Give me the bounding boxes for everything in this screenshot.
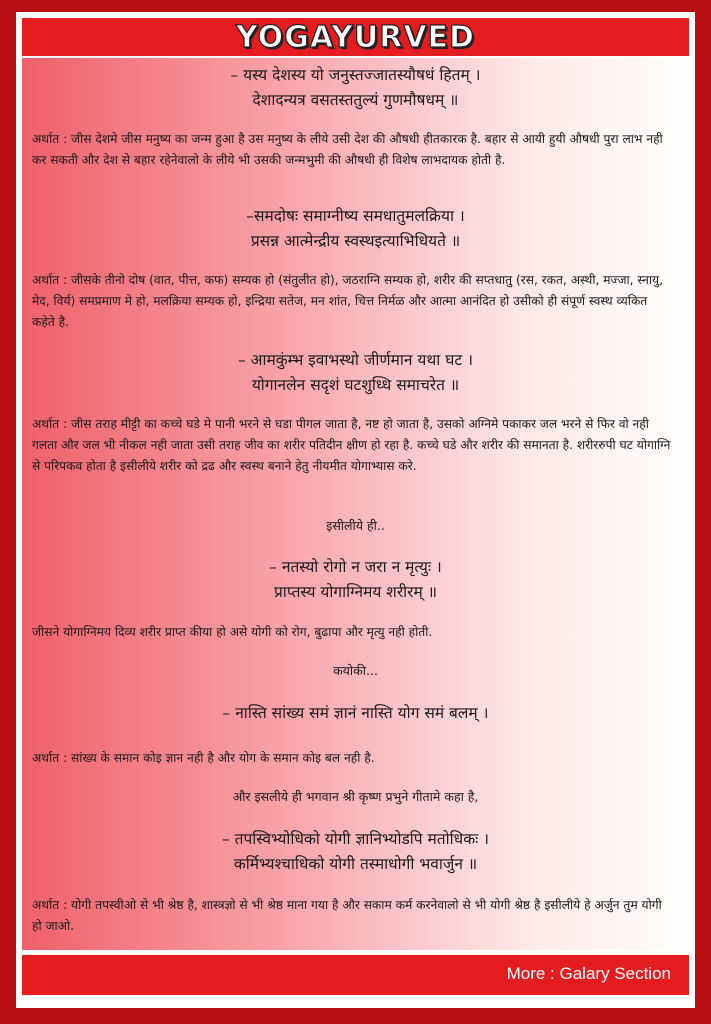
meaning-paragraph: अर्थात : जीस देशमे जीस मनुष्य का जन्म हुआ है उस मनुष्य के लीये उसी देश की औषधी हीतकारक है. बहार से आयी हुयी औषधी पुरा लाभ नही कर सकती और देश से बहार रहेनेवालो के लीये भी उसकी जन्मभुमी की औषधी ही विशेष लाभदायक होती है.: [32, 132, 663, 167]
gallery-section-link[interactable]: More : Galary Section: [506, 964, 671, 983]
footer-bar: [22, 955, 689, 995]
meaning-paragraph: अर्थात : जीस तराह मीट्टी का कच्चे घडे मे पानी भरने से घडा पीगल जाता है, नष्ट हो जाता है, उसको अग्निमे पकाकर जल भरने से फिर वो नही गलता और जल भी नीकल नही जाता उसी तराह जीव का शरीर पतिदीन क्षीण हो रहा है. कच्चे घडे और शरीर की समानता है. शरीररुपी घट योगाग्नि से परिपकव होता है इसीलीये शरीर को द्रढ और स्वस्थ बनाने हेतु नीयमीत योगाभ्यास करे.: [32, 417, 671, 473]
sloka-line: – यस्य देशस्य यो जनुस्तज्जातस्यौषधं हितम् ।: [230, 66, 481, 84]
meaning-paragraph: अर्थात : जीसके तीनो दोष (वात, पीत्त, कफ) सम्यक हो (संतुलीत हो), जठराग्नि सम्यक हो, शरीर की सप्तधातु (रस, रकत, अस्थी, मज्जा, स्नायु, मेद, विर्य) समप्रमाण मे हो, मलक्रिया सम्यक हो, इन्द्रिया सतेज, मन शांत, चित्त निर्मळ और आत्मा आनंदित हो उसीको ही संपूर्ण स्वस्थ व्यकित कहेते है.: [32, 273, 663, 329]
content-area: [22, 58, 689, 950]
sloka-line: कर्मिभ्यश्चाधिको योगी तस्माधोगी भवार्जुन ॥: [233, 855, 478, 873]
sloka: [22, 701, 689, 726]
meaning-paragraph: अर्थात : योगी तपस्वीओ से भी श्रेष्ठ है, शास्त्रज्ञो से भी श्रेष्ठ माना गया है और सकाम कर्म करनेवालो से भी योगी श्रेष्ठ है इसीलीये हे अर्जुन तुम योगी हो जाओ.: [32, 898, 662, 933]
sloka: [22, 63, 689, 113]
meaning-paragraph: जीसने योगाग्निमय दिव्य शरीर प्राप्त कीया हो असे योगी को रोग, बुढापा और मृत्यु नही होती.: [32, 625, 433, 639]
sloka-line: प्रसन्न आत्मेन्द्रीय स्वस्थइत्याभिधियते ॥: [250, 232, 461, 250]
header-bar: [22, 18, 689, 56]
sloka: [22, 348, 689, 398]
sloka-line: देशादन्यत्र वसतस्ततुल्यं गुणमौषधम् ॥: [252, 91, 459, 109]
sloka: [22, 555, 689, 605]
lead-text: कयोकी...: [333, 663, 378, 678]
sloka: [22, 204, 689, 254]
sloka-line: – नास्ति सांख्य समं ज्ञानं नास्ति योग समं बलम् ।: [222, 704, 489, 722]
sloka-line: –समदोषः समाग्नीष्य समधातुमलक्रिया ।: [246, 207, 465, 225]
sloka-line: – आमकुंम्भ इवाभस्थो जीर्णमान यथा घट ।: [237, 351, 473, 369]
sloka-line: योगानलेन सदृशं घटशुध्धि समाचरेत ॥: [251, 376, 460, 394]
meaning-paragraph: अर्थात : सांख्य के समान कोइ ज्ञान नही है और योग के समान कोइ बल नही है.: [32, 751, 375, 765]
sloka-line: – तपस्विभ्योधिको योगी ज्ञानिभ्योडपि मतोधिकः ।: [221, 830, 490, 848]
sloka-line: – नतस्यो रोगो न जरा न मृत्युः ।: [269, 558, 442, 576]
page-title: YOGAYURVED: [236, 19, 475, 55]
lead-text: और इसलीये ही भगवान श्री कृष्ण प्रभुने गीतामे कहा है,: [232, 789, 479, 804]
sloka: [22, 827, 689, 877]
sloka-line: प्राप्तस्य योगाग्निमय शरीरम् ॥: [273, 583, 437, 601]
lead-text: इसीलीये ही..: [326, 518, 385, 533]
